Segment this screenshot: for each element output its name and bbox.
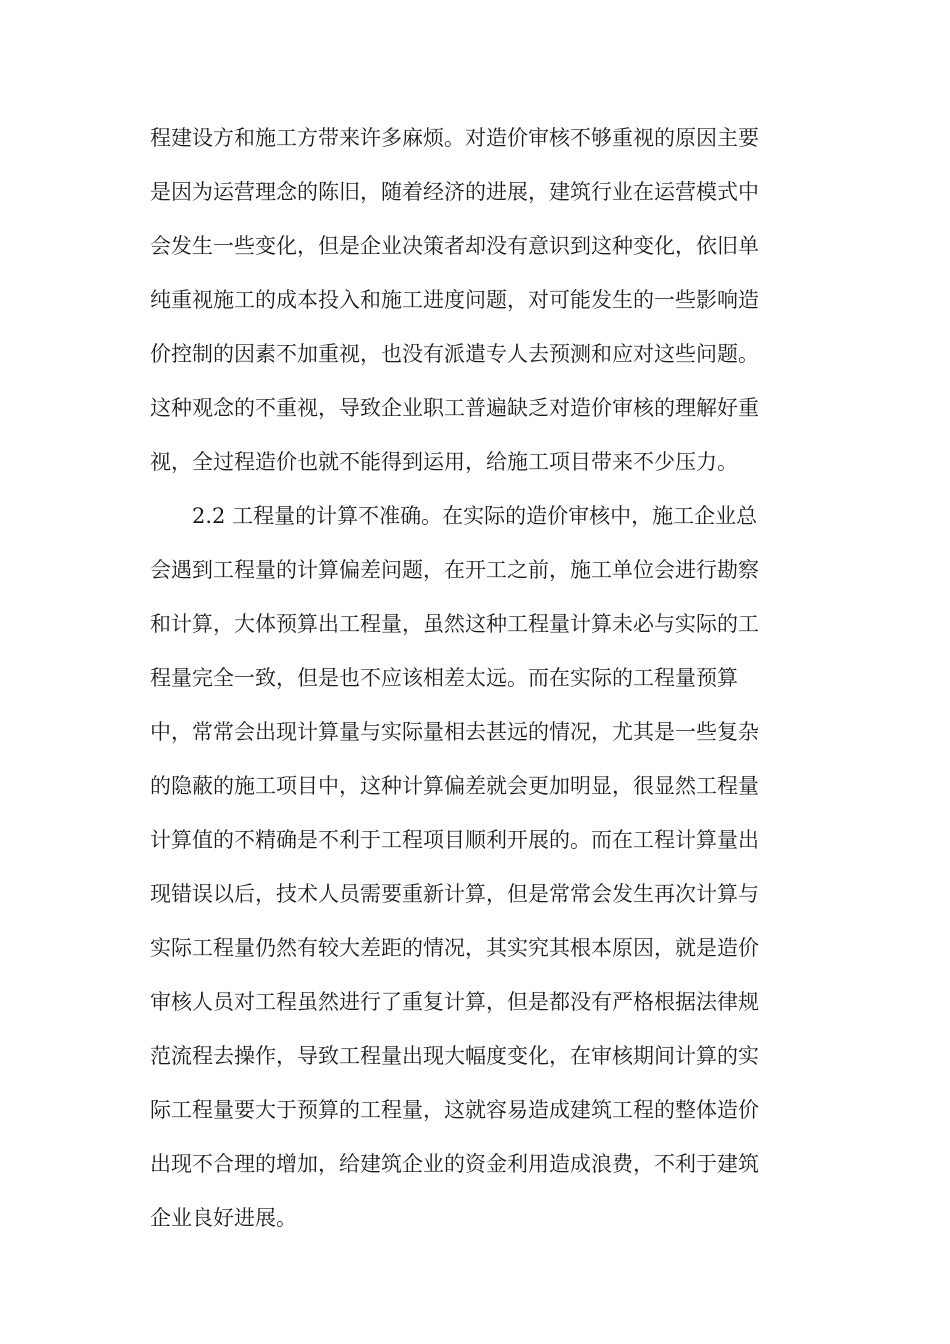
text-line: 和计算，大体预算出工程量，虽然这种工程量计算未必与实际的工 xyxy=(150,612,759,636)
text-line: 范流程去操作，导致工程量出现大幅度变化，在审核期间计算的实 xyxy=(150,1044,759,1068)
text-line: 计算值的不精确是不利于工程项目顺利开展的。而在工程计算量出 xyxy=(150,828,759,852)
text-line: 会发生一些变化，但是企业决策者却没有意识到这种变化，依旧单 xyxy=(150,234,759,258)
text-line: 是因为运营理念的陈旧，随着经济的进展，建筑行业在运营模式中 xyxy=(150,180,759,204)
text-line: 程建设方和施工方带来许多麻烦。对造价审核不够重视的原因主要 xyxy=(150,126,759,150)
text-line: 价控制的因素不加重视，也没有派遣专人去预测和应对这些问题。 xyxy=(150,342,759,366)
text-line: 中，常常会出现计算量与实际量相去甚远的情况，尤其是一些复杂 xyxy=(150,720,759,744)
text-line: 视，全过程造价也就不能得到运用，给施工项目带来不少压力。 xyxy=(150,450,738,474)
text-line: 的隐蔽的施工项目中，这种计算偏差就会更加明显，很显然工程量 xyxy=(150,774,759,798)
text-line: 际工程量要大于预算的工程量，这就容易造成建筑工程的整体造价 xyxy=(150,1098,759,1122)
text-line: 会遇到工程量的计算偏差问题，在开工之前，施工单位会进行勘察 xyxy=(150,558,759,582)
text-line: 程量完全一致，但是也不应该相差太远。而在实际的工程量预算 xyxy=(150,666,738,690)
text-line: 出现不合理的增加，给建筑企业的资金利用造成浪费，不利于建筑 xyxy=(150,1152,759,1176)
text-line: 审核人员对工程虽然进行了重复计算，但是都没有严格根据法律规 xyxy=(150,990,759,1014)
section-heading-line: 2.2 工程量的计算不准确。在实际的造价审核中，施工企业总 xyxy=(192,504,758,528)
text-line: 现错误以后，技术人员需要重新计算，但是常常会发生再次计算与 xyxy=(150,882,759,906)
text-line: 实际工程量仍然有较大差距的情况，其实究其根本原因，就是造价 xyxy=(150,936,759,960)
text-line: 纯重视施工的成本投入和施工进度问题，对可能发生的一些影响造 xyxy=(150,288,759,312)
text-line: 这种观念的不重视，导致企业职工普遍缺乏对造价审核的理解好重 xyxy=(150,396,759,420)
text-line: 企业良好进展。 xyxy=(150,1206,297,1230)
